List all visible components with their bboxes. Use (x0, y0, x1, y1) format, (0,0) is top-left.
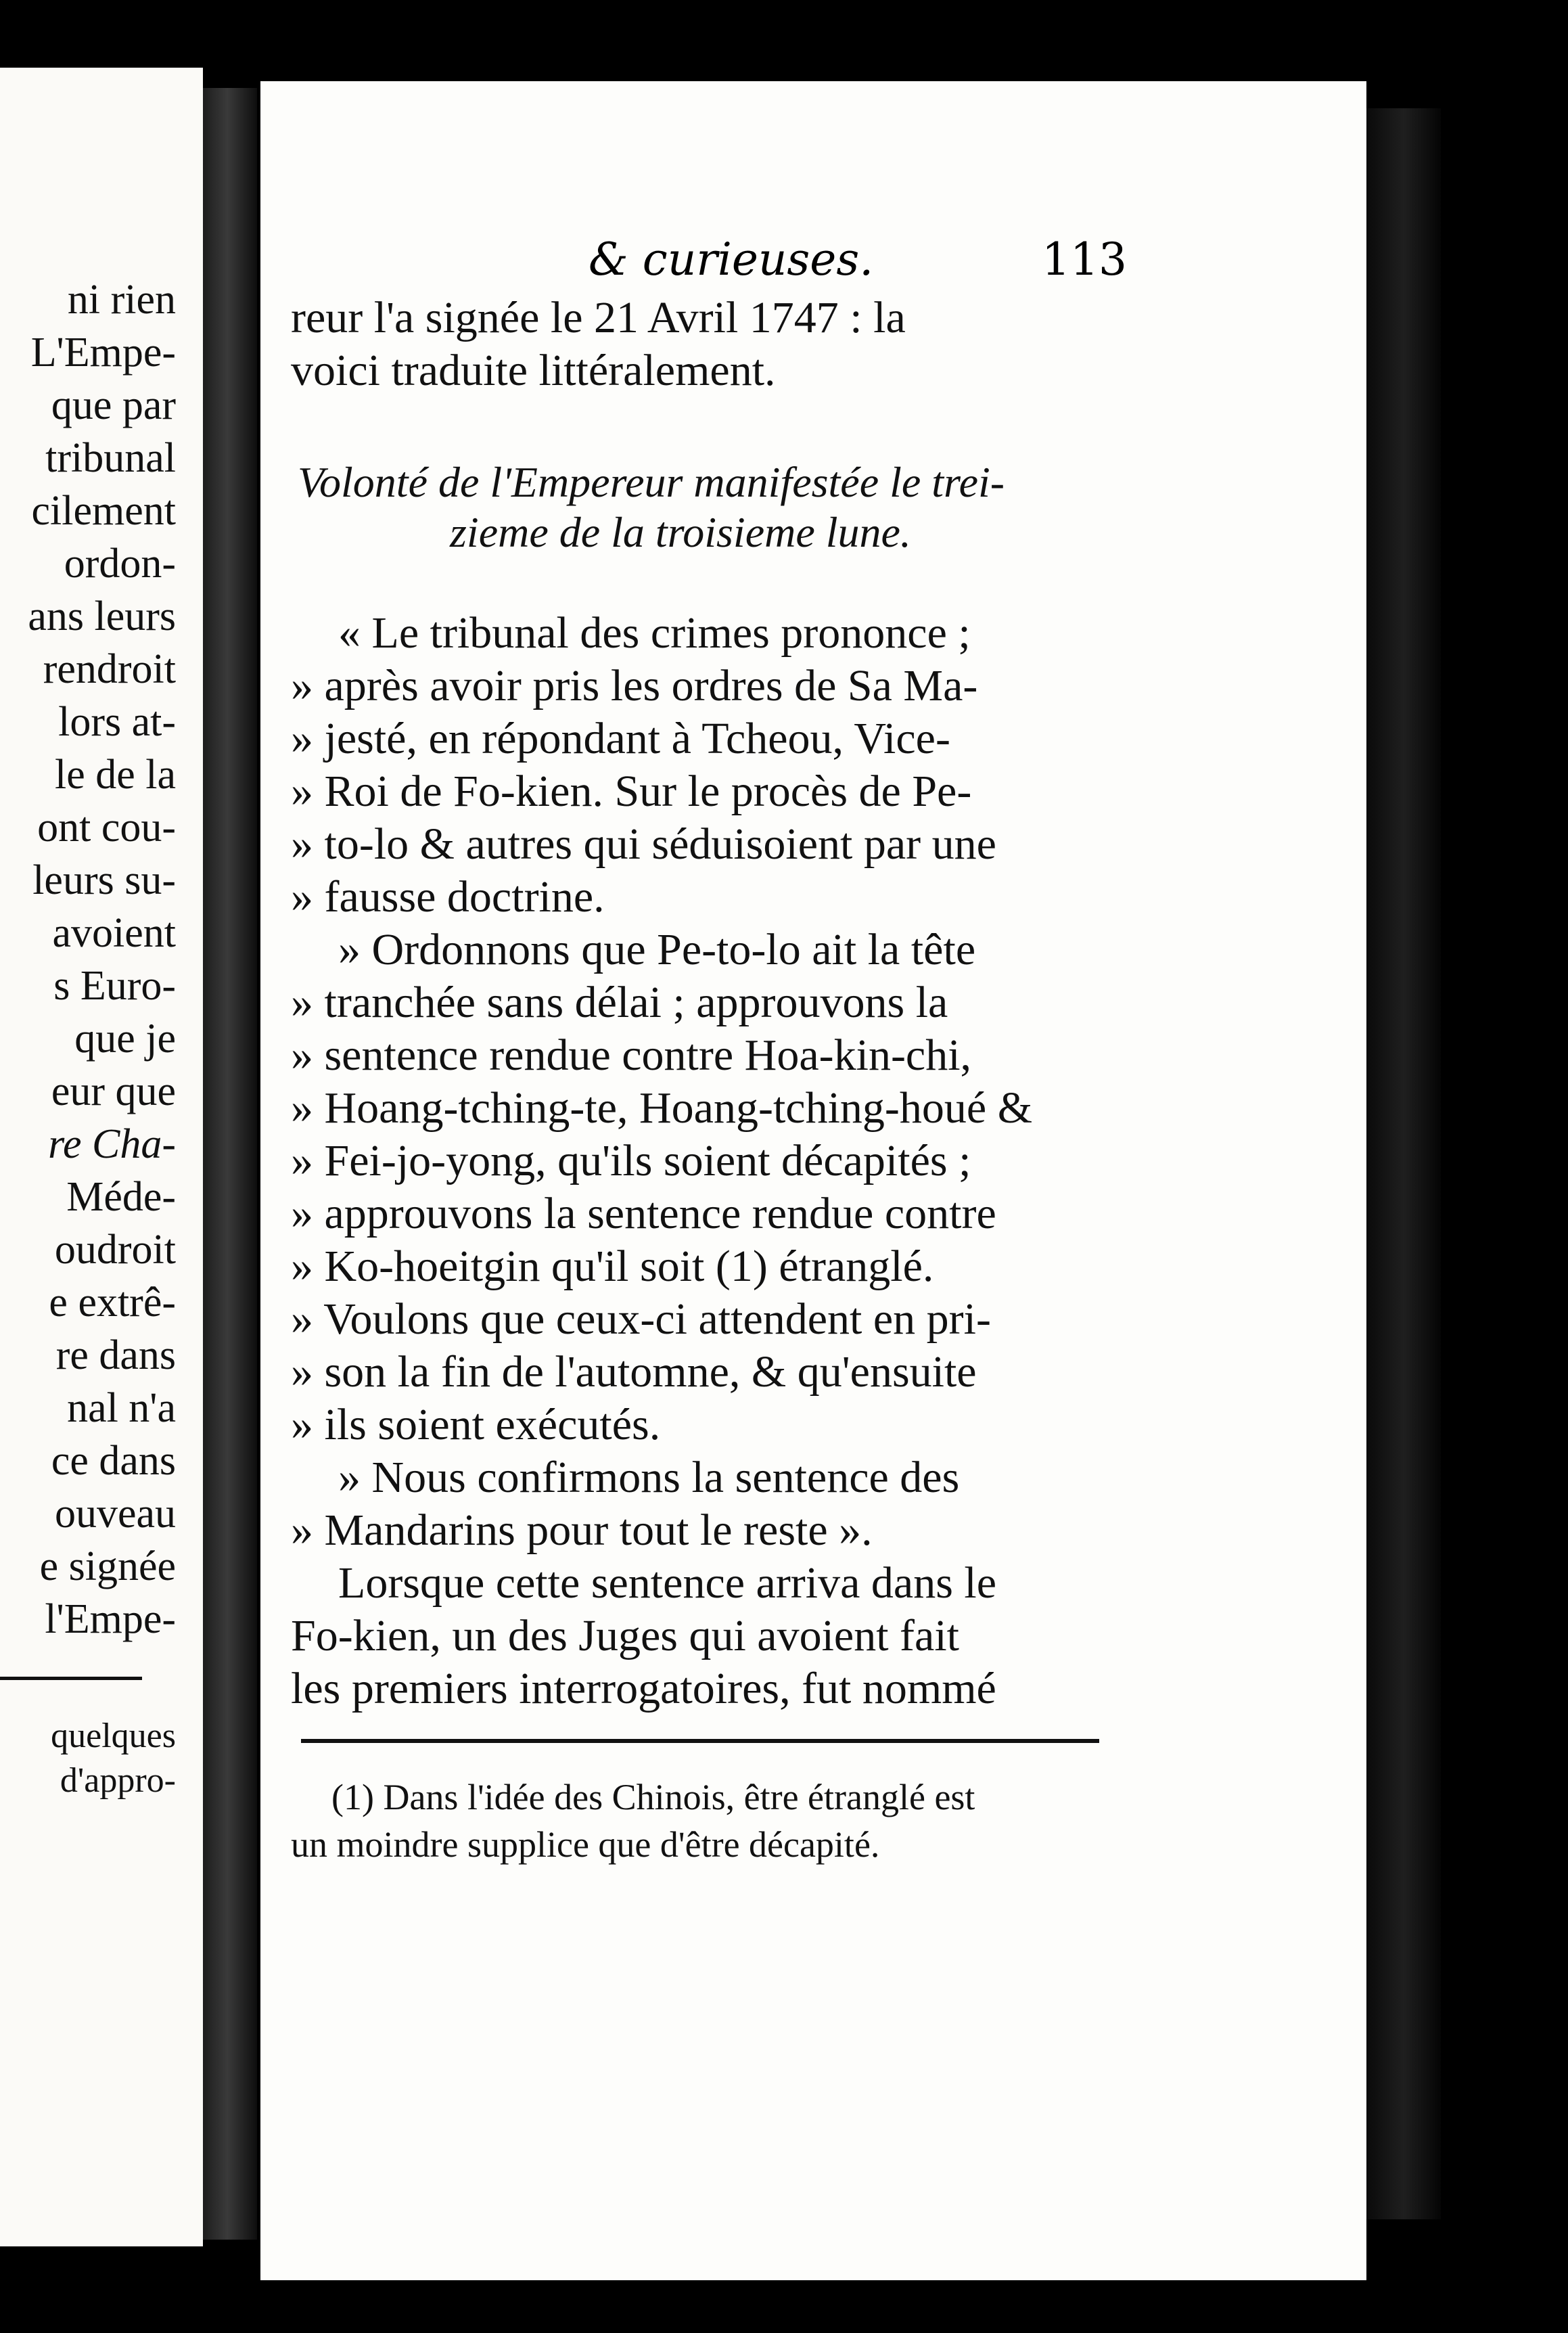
left-page-line: cilement (31, 488, 176, 534)
left-page-line: L'Empe- (30, 330, 176, 376)
left-page-line: Méde- (66, 1174, 176, 1220)
left-page-line: tribunal (45, 435, 176, 481)
footnote-line: un moindre supplice que d'être décapité. (291, 1824, 880, 1865)
left-page-line: ans leurs (28, 593, 176, 639)
left-page-line: rendroit (43, 646, 176, 692)
page-edge-shadow (1366, 108, 1441, 2219)
footnote-line: (1) Dans l'idée des Chinois, être étranglé est (331, 1777, 975, 1817)
text-line: » Nous confirmons la sentence des (338, 1453, 960, 1502)
left-page-line: s Euro- (53, 963, 176, 1009)
left-page-line: nal n'a (67, 1385, 176, 1431)
section-heading: Volonté de l'Empereur manifestée le trei- (298, 458, 1005, 506)
left-page-line: le de la (54, 752, 176, 798)
text-line: les premiers interrogatoires, fut nommé (291, 1664, 996, 1713)
page-number: 113 (1042, 233, 1127, 286)
section-heading: zieme de la troisieme lune. (450, 508, 911, 556)
text-line: voici traduite littéralement. (291, 346, 776, 395)
left-page-line: e signée (39, 1543, 176, 1589)
text-line: » son la fin de l'automne, & qu'ensuite (291, 1347, 977, 1397)
text-line: » ils soient exécutés. (291, 1400, 661, 1449)
running-head: & curieuses. (589, 233, 874, 286)
text-line: » après avoir pris les ordres de Sa Ma- (291, 661, 978, 710)
text-line: reur l'a signée le 21 Avril 1747 : la (291, 293, 906, 342)
left-page-line: ordon- (64, 541, 176, 587)
text-line: » to-lo & autres qui séduisoient par une (291, 819, 996, 869)
text-line: » Ordonnons que Pe-to-lo ait la tête (338, 925, 976, 974)
text-line: » Mandarins pour tout le reste ». (291, 1505, 873, 1555)
text-line: « Le tribunal des crimes prononce ; (338, 608, 971, 658)
left-page-line: oudroit (54, 1227, 176, 1273)
book-gutter (203, 88, 257, 2240)
left-page-line: ont cou- (37, 805, 176, 851)
text-line: » approuvons la sentence rendue contre (291, 1189, 996, 1238)
text-line: » Fei-jo-yong, qu'ils soient décapités ; (291, 1136, 971, 1185)
text-line: » Roi de Fo-kien. Sur le procès de Pe- (291, 767, 972, 816)
text-line: » Voulons que ceux-ci attendent en pri- (291, 1294, 991, 1344)
text-line: » fausse doctrine. (291, 872, 605, 922)
text-line: » Hoang-tching-te, Hoang-tching-houé & (291, 1083, 1033, 1133)
left-page-line: re dans (55, 1332, 176, 1378)
left-page-line: leurs su- (32, 857, 176, 903)
left-page-line: ce dans (51, 1438, 176, 1484)
left-footnote-line: quelques (51, 1717, 176, 1755)
text-line: Fo-kien, un des Juges qui avoient fait (291, 1611, 960, 1660)
left-page-line: e extrê- (49, 1279, 176, 1326)
left-page-line: ni rien (67, 277, 176, 323)
text-line: » tranchée sans délai ; approuvons la (291, 978, 948, 1027)
left-page-line: eur que (51, 1068, 176, 1114)
text-line: » jesté, en répondant à Tcheou, Vice- (291, 714, 950, 763)
left-page-line: que je (74, 1016, 176, 1062)
left-page-line: l'Empe- (45, 1596, 176, 1642)
left-footnote-rule (0, 1677, 142, 1680)
text-line: » Ko-hoeitgin qu'il soit (1) étranglé. (291, 1242, 934, 1291)
text-line: Lorsque cette sentence arriva dans le (338, 1558, 997, 1608)
footnote-rule (301, 1739, 1099, 1743)
left-page-line: avoient (52, 910, 176, 956)
text-line: » sentence rendue contre Hoa-kin-chi, (291, 1030, 972, 1080)
left-page-line: que par (51, 382, 176, 428)
left-page-line: lors at- (58, 699, 176, 745)
left-footnote-line: d'appro- (60, 1761, 176, 1800)
left-page-line: ouveau (54, 1491, 176, 1537)
left-page-line: re Cha- (48, 1121, 176, 1167)
